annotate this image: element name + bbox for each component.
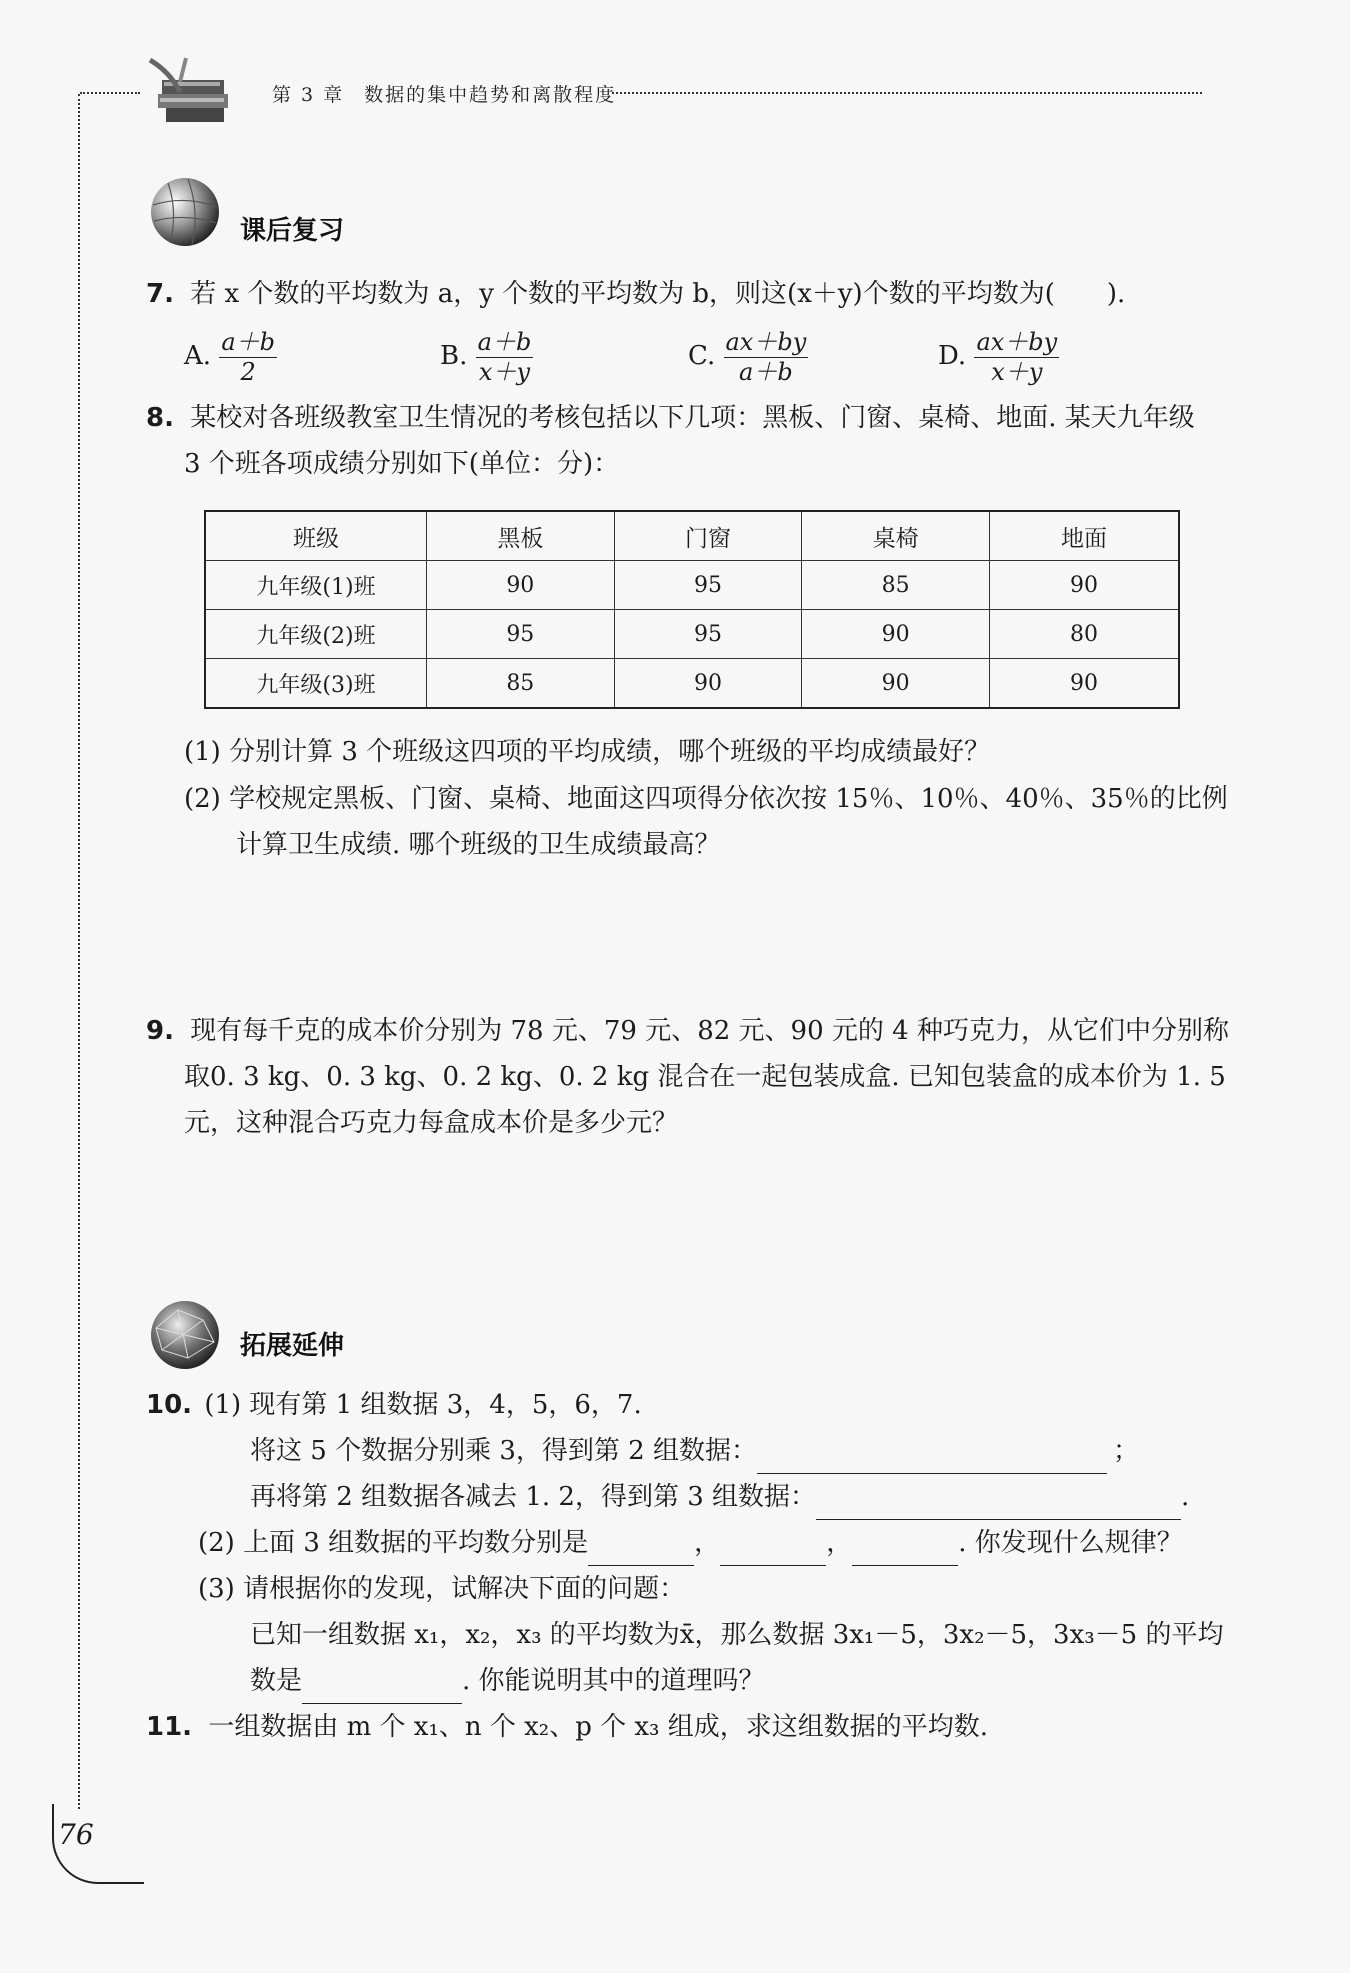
table-cell: 95 <box>614 561 802 610</box>
table-cell: 90 <box>614 659 802 709</box>
chapter-number: 第 3 章 <box>272 84 345 106</box>
globe-icon <box>148 175 222 249</box>
answer-blank[interactable] <box>757 1445 1107 1474</box>
question-number: 10. <box>146 1390 193 1420</box>
option-d <box>938 328 1059 386</box>
question-number: 7. <box>146 279 174 309</box>
question-9-line2: 取0. 3 kg、0. 3 kg、0. 2 kg、0. 2 kg 混合在一起包装成盒. 已知包装盒的成本价为 1. 5 <box>184 1062 1226 1092</box>
header-dotted-left <box>80 92 140 94</box>
question-text: 若 x 个数的平均数为 a，y 个数的平均数为 b，则这(x＋y)个数的平均数为( ). <box>190 279 1126 309</box>
answer-blank[interactable] <box>720 1537 826 1566</box>
table-row <box>205 659 1179 709</box>
table-cell: 80 <box>989 610 1179 659</box>
column-header: 门窗 <box>614 511 802 561</box>
table-cell: 95 <box>614 610 802 659</box>
question-text: . 你能说明其中的道理吗？ <box>462 1666 765 1696</box>
option-c <box>688 328 808 386</box>
question-8-part2: (2) 学校规定黑板、门窗、桌椅、地面这四项得分依次按 15％、10％、40％、35％的比例 <box>184 784 1228 814</box>
question-9-line3: 元，这种混合巧克力每盒成本价是多少元？ <box>184 1108 679 1138</box>
table-row <box>205 610 1179 659</box>
numerator: ax＋by <box>976 328 1058 356</box>
table-cell: 九年级(3)班 <box>205 659 427 709</box>
network-globe-icon <box>148 1298 222 1372</box>
table-cell: 90 <box>989 561 1179 610</box>
option-b <box>440 328 533 386</box>
question-number: 11. <box>146 1712 193 1742</box>
denominator: a＋b <box>739 358 793 386</box>
numerator: ax＋by <box>725 328 807 356</box>
column-header: 地面 <box>989 511 1179 561</box>
section-title-review: 课后复习 <box>240 216 345 246</box>
punctuation: ； <box>1112 1436 1139 1466</box>
question-text: 数是 <box>250 1666 303 1696</box>
numerator: a＋b <box>221 328 275 356</box>
question-text: . 你发现什么规律？ <box>958 1528 1183 1558</box>
fraction <box>724 328 809 386</box>
table-cell: 90 <box>989 659 1179 709</box>
question-text: (1) 现有第 1 组数据 3，4，5，6，7. <box>204 1390 642 1420</box>
question-10-part3-line3 <box>250 1659 765 1704</box>
table-cell: 90 <box>427 561 615 610</box>
chapter-header <box>272 80 616 107</box>
table-cell: 九年级(2)班 <box>205 610 427 659</box>
scores-table <box>204 510 1180 709</box>
table-row <box>205 561 1179 610</box>
table-header-row <box>205 511 1179 561</box>
denominator: x＋y <box>991 358 1043 386</box>
question-number: 8. <box>146 403 174 433</box>
answer-blank[interactable] <box>302 1675 462 1704</box>
fraction <box>476 328 534 386</box>
table-cell: 85 <box>802 561 990 610</box>
question-8-part2-line2: 计算卫生成绩. 哪个班级的卫生成绩最高？ <box>236 830 721 860</box>
option-label: C. <box>688 341 716 371</box>
table-cell: 85 <box>427 659 615 709</box>
book-stack-icon <box>140 52 240 127</box>
option-label: D. <box>938 341 967 371</box>
punctuation: . <box>1181 1482 1190 1512</box>
table-cell: 90 <box>802 659 990 709</box>
numerator: a＋b <box>477 328 532 356</box>
question-10-part3-line2: 已知一组数据 x₁，x₂，x₃ 的平均数为x̄，那么数据 3x₁－5，3x₂－5，3x₃－5 的平均 <box>250 1620 1224 1650</box>
margin-dotted-line <box>78 94 80 1809</box>
punctuation: ， <box>826 1528 853 1558</box>
question-8 <box>146 396 1195 441</box>
question-10-part3: (3) 请根据你的发现，试解决下面的问题： <box>198 1574 686 1604</box>
chapter-title: 数据的集中趋势和离散程度 <box>364 84 617 106</box>
table-cell: 95 <box>427 610 615 659</box>
question-10 <box>146 1383 642 1428</box>
question-text: 一组数据由 m 个 x₁、n 个 x₂、p 个 x₃ 组成，求这组数据的平均数. <box>208 1712 989 1742</box>
question-text: (2) 上面 3 组数据的平均数分别是 <box>198 1528 589 1558</box>
column-header: 黑板 <box>427 511 615 561</box>
answer-blank[interactable] <box>588 1537 694 1566</box>
denominator: 2 <box>240 358 256 386</box>
fraction <box>219 328 277 386</box>
header-dotted-right <box>612 92 1202 94</box>
section-title-extension: 拓展延伸 <box>240 1331 345 1361</box>
answer-blank[interactable] <box>816 1491 1181 1520</box>
question-11 <box>146 1705 988 1750</box>
question-10-part2 <box>198 1521 1183 1566</box>
question-number: 9. <box>146 1016 174 1046</box>
punctuation: ， <box>694 1528 721 1558</box>
option-label: A. <box>184 341 212 371</box>
column-header: 桌椅 <box>802 511 990 561</box>
denominator: x＋y <box>478 358 531 386</box>
table-cell: 九年级(1)班 <box>205 561 427 610</box>
option-label: B. <box>440 341 468 371</box>
option-a <box>184 328 277 386</box>
question-8-part1: (1) 分别计算 3 个班级这四项的平均成绩，哪个班级的平均成绩最好？ <box>184 737 991 767</box>
column-header: 班级 <box>205 511 427 561</box>
table-cell: 90 <box>802 610 990 659</box>
question-text: 将这 5 个数据分别乘 3，得到第 2 组数据： <box>250 1436 757 1466</box>
question-10-line2 <box>250 1429 1139 1474</box>
page-number: 76 <box>58 1818 94 1851</box>
question-7 <box>146 272 1125 317</box>
answer-blank[interactable] <box>852 1537 958 1566</box>
question-text: 某校对各班级教室卫生情况的考核包括以下几项：黑板、门窗、桌椅、地面. 某天九年级 <box>190 403 1195 433</box>
question-text: 再将第 2 组数据各减去 1. 2，得到第 3 组数据： <box>250 1482 817 1512</box>
fraction <box>974 328 1059 386</box>
question-text: 现有每千克的成本价分别为 78 元、79 元、82 元、90 元的 4 种巧克力，从它们中分别称 <box>190 1016 1229 1046</box>
question-8-line2: 3 个班各项成绩分别如下(单位：分)： <box>184 449 620 479</box>
question-9 <box>146 1009 1229 1054</box>
question-10-line3 <box>250 1475 1189 1520</box>
